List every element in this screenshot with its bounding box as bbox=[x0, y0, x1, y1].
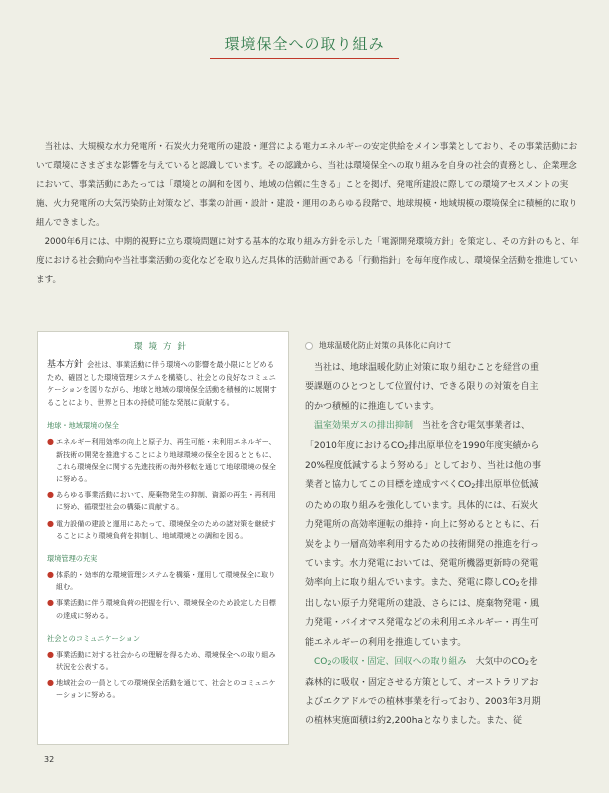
bullet-icon: ● bbox=[47, 598, 54, 608]
bullet-icon: ● bbox=[47, 518, 54, 528]
basic-policy bbox=[47, 359, 279, 409]
text-run: を排出しない原子力発電所の建設、さらには、廃棄物発電・風力発電・バイオマス発電などの未利用エネルギー・再生可能エネルギーの利用を推進しています。 bbox=[305, 578, 540, 648]
bullet-icon: ● bbox=[47, 437, 54, 447]
bullet-icon: ● bbox=[47, 570, 54, 579]
subscript: 2 bbox=[524, 659, 530, 668]
section-heading bbox=[305, 340, 545, 351]
subscript: 2 bbox=[327, 659, 332, 668]
intro-paragraph-2: 2000年6月には、中期的視野に立ち環境問題に対する基本的な取り組み方針を示した「電源開発環境方針」を策定し、その方針のもと、年度における社会動向や当社事業活動の変化などを取り込んだ具体的活動計画である「行動指針」を毎年度作成し、環境保全活動を推進しています。 bbox=[36, 237, 579, 285]
text-run: 当社を含む電気事業者は、「2010年度におけるCO bbox=[305, 421, 531, 451]
text-run: 排出原単位を1990年度実績から20%程度低減するよう努める」としており、当社は他の事業者と協力してこの目標を達成すべくCO bbox=[305, 440, 542, 491]
policy-bullet bbox=[47, 489, 279, 513]
subheading-emission: 温室効果ガスの排出抑制 bbox=[314, 421, 414, 432]
bullet-text: エネルギー利用効率の向上と原子力、再生可能・未利用エネルギー、新技術の開発を推進することにより地球環境の保全を図るとともに、これら環境保全に関する先進技術の海外移転を通じて地球環境の保全に努める。 bbox=[56, 437, 276, 483]
intro-paragraph-1: 当社は、大規模な水力発電所・石炭火力発電所の建設・運営による電力エネルギーの安定供給をメイン事業としており、その事業活動において環境にさまざまな影響を与えていると認識しています。その認識から、当社は環境保全への取り組みを自身の社会的責務とし、企業理念において、事業活動にあたっては「環境との調和を図り、地域の信頼に生きる」ことを掲げ、発電所建設に際しての環境アセスメントの実施、火力発電所の大気汚染防止対策など、事業の計画・設計・建設・運用のあらゆる段階で、地球規模・地域規模の環境保全に積極的に取り組んできました。 bbox=[36, 142, 578, 228]
bullet-text: 事業活動に対する社会からの理解を得るため、環境保全への取り組み状況を公表する。 bbox=[56, 649, 276, 672]
section-paragraph-3 bbox=[305, 653, 545, 732]
page-title: 環境保全への取り組み bbox=[210, 33, 398, 59]
policy-bullet bbox=[47, 569, 279, 593]
policy-title: 環境方針 bbox=[133, 342, 192, 352]
subscript: 2 bbox=[515, 580, 520, 589]
text-run: 大気中のCO bbox=[475, 657, 525, 668]
policy-bullet bbox=[47, 436, 279, 485]
subheading-absorption bbox=[314, 657, 467, 667]
policy-category-2: 環境管理の充実 bbox=[47, 554, 98, 563]
page-number: 32 bbox=[44, 755, 55, 764]
policy-category-1: 地球・地域環境の保全 bbox=[47, 421, 119, 431]
text-run: 排出原単位低減のための取り組みを強化しています。具体的には、石炭火力発電所の高効率運転の維持・向上に努めるとともに、石炭をより一層高効率利用するための技術開発の推進を行っています。水力発電においては、発電所機器更新時の発電効率向上に取り組んでいます。また、発電に際しCO bbox=[305, 480, 540, 589]
intro-text bbox=[36, 138, 584, 290]
bullet-text: 地域社会の一員としての環境保全活動を通じて、社会とのコミュニケーションに努める。 bbox=[56, 678, 276, 700]
circle-bullet-icon bbox=[305, 342, 313, 350]
bullet-icon: ● bbox=[47, 649, 54, 659]
section-body bbox=[305, 359, 545, 732]
subscript: 2 bbox=[471, 482, 476, 491]
policy-bullet bbox=[47, 649, 279, 673]
basic-policy-text: 会社は、事業活動に伴う環境への影響を最小限にとどめるため、確固とした環境管理システムを構築し、社会との良好なコミュニケーションを図りながら、地球と地域の環境保全活動を積極的に展開することにより、世界と日本の持続可能な発展に貢献する。 bbox=[47, 360, 277, 407]
basic-policy-label: 基本方針 bbox=[47, 360, 84, 370]
policy-bullet bbox=[47, 677, 279, 701]
bullet-text: 電力設備の建設と運用にあたって、環境保全のための諸対策を継続することにより環境負荷を抑制し、地域環境との調和を図る。 bbox=[56, 518, 276, 540]
bullet-icon: ● bbox=[47, 490, 54, 500]
section-paragraph-1: 当社は、地球温暖化防止対策に取り組むことを経営の重要課題のひとつとして位置付け、できる限りの対策を自主的かつ積極的に推進しています。 bbox=[305, 363, 540, 412]
subscript: 2 bbox=[404, 442, 409, 451]
bullet-text: あらゆる事業活動において、廃棄物発生の抑制、資源の再生・再利用に努め、循環型社会の構築に貢献する。 bbox=[56, 490, 276, 512]
policy-bullet bbox=[47, 518, 279, 542]
text-run: の吸収・固定、回収への取り組み bbox=[331, 657, 467, 668]
section-heading-text: 地球温暖化防止対策の具体化に向けて bbox=[319, 341, 452, 350]
policy-bullet bbox=[47, 597, 279, 621]
bullet-text: 事業活動に伴う環境負荷の把握を行い、環境保全のため設定した目標の達成に努める。 bbox=[56, 598, 276, 620]
section-paragraph-2 bbox=[305, 417, 545, 653]
text-run: を森林的に吸収・固定させる方策として、オーストラリアおよびエクアドルでの植林事業を行っており、2003年3月期の植林実施面積は約2,200haとなりました。また、従 bbox=[305, 657, 541, 727]
bullet-text: 体系的・効率的な環境管理システムを構築・運用して環境保全に取り組む。 bbox=[56, 570, 276, 592]
text-run: CO bbox=[314, 657, 328, 668]
bullet-icon: ● bbox=[47, 678, 54, 688]
policy-category-3: 社会とのコミュニケーション bbox=[47, 633, 141, 643]
environmental-policy-box bbox=[37, 331, 289, 745]
global-warming-section bbox=[305, 340, 545, 732]
title-area bbox=[0, 33, 609, 59]
